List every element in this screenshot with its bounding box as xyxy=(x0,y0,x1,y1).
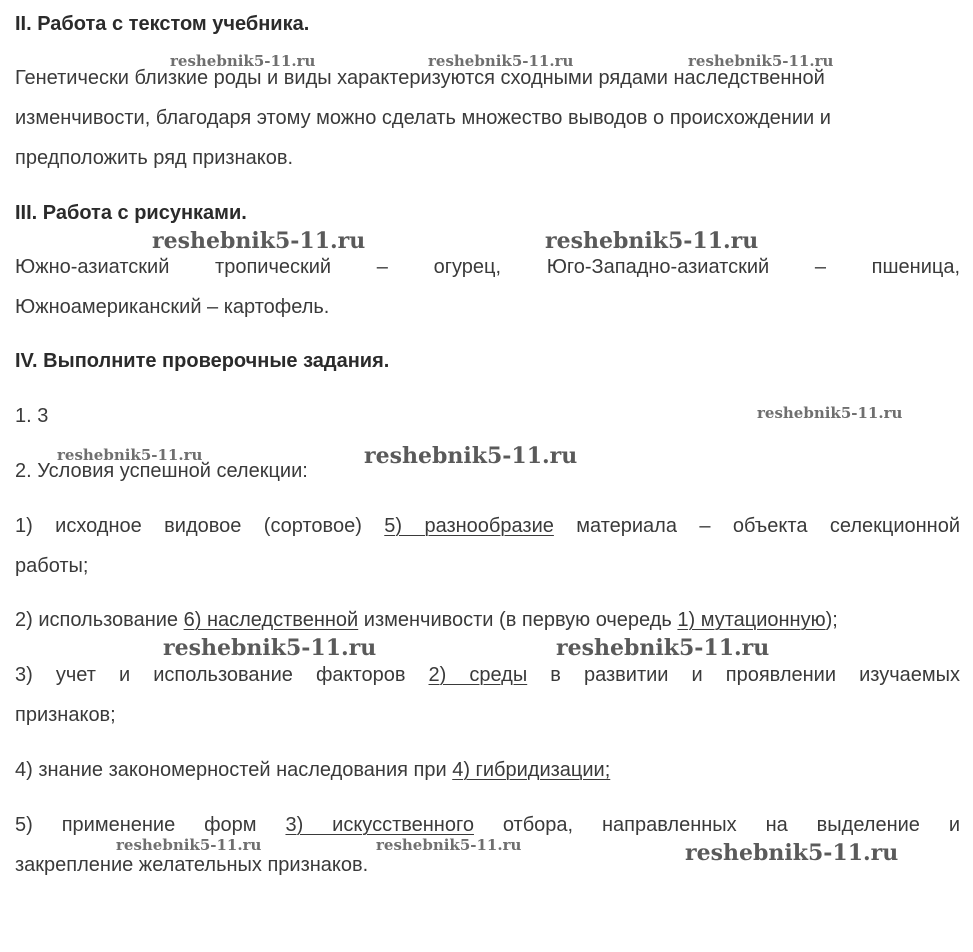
watermark: reshebnik5-11.ru xyxy=(57,446,203,464)
watermark: reshebnik5-11.ru xyxy=(545,228,759,254)
condition-item-1: 1) исходное видовое (сортовое) 5) разнообразие материала – объекта селекционной xyxy=(15,515,960,537)
paragraph-line: Южно-азиатский тропический – огурец, Юго-Западно-азиатский – пшеница, xyxy=(15,256,960,278)
paragraph-line: изменчивости, благодаря этому можно сделать множество выводов о происхождении и xyxy=(15,107,831,129)
watermark: reshebnik5-11.ru xyxy=(685,840,899,866)
paragraph-line: предположить ряд признаков. xyxy=(15,147,293,169)
condition-item-3: 3) учет и использование факторов 2) среды в развитии и проявлении изучаемых xyxy=(15,664,960,686)
watermark: reshebnik5-11.ru xyxy=(163,635,377,661)
condition-item-3-cont: признаков; xyxy=(15,704,116,726)
watermark: reshebnik5-11.ru xyxy=(376,836,522,854)
condition-item-4: 4) знание закономерностей наследования при 4) гибридизации; xyxy=(15,759,611,781)
watermark: reshebnik5-11.ru xyxy=(428,52,574,70)
watermark: reshebnik5-11.ru xyxy=(364,443,578,469)
answer-underline: 1) мутационную xyxy=(677,609,826,631)
condition-item-1-cont: работы; xyxy=(15,555,89,577)
condition-item-5: 5) применение форм 3) искусственного отбора, направленных на выделение и xyxy=(15,814,960,836)
condition-item-2: 2) использование 6) наследственной изменчивости (в первую очередь 1) мутационную); xyxy=(15,609,838,631)
paragraph-line: Южноамериканский – картофель. xyxy=(15,296,330,318)
answer-1: 1. 3 xyxy=(15,405,49,427)
answer-underline: 2) среды xyxy=(428,664,528,686)
condition-item-5-cont: закрепление желательных признаков. xyxy=(15,854,369,876)
answer-underline: 6) наследственной xyxy=(183,609,359,631)
watermark: reshebnik5-11.ru xyxy=(556,635,770,661)
section-heading-text-work: II. Работа с текстом учебника. xyxy=(15,13,310,35)
section-heading-tasks: IV. Выполните проверочные задания. xyxy=(15,350,390,372)
answer-2-intro: 2. Условия успешной селекции: xyxy=(15,460,308,482)
watermark: reshebnik5-11.ru xyxy=(152,228,366,254)
answer-underline: 4) гибридизации; xyxy=(452,759,611,781)
section-heading-pictures: III. Работа с рисунками. xyxy=(15,202,247,224)
answer-underline: 3) искусственного xyxy=(285,814,474,836)
watermark: reshebnik5-11.ru xyxy=(757,404,903,422)
paragraph-line: Генетически близкие роды и виды характеризуются сходными рядами наследственной xyxy=(15,67,825,89)
answer-underline: 5) разнообразие xyxy=(384,515,554,537)
watermark: reshebnik5-11.ru xyxy=(116,836,262,854)
watermark: reshebnik5-11.ru xyxy=(170,52,316,70)
watermark: reshebnik5-11.ru xyxy=(688,52,834,70)
